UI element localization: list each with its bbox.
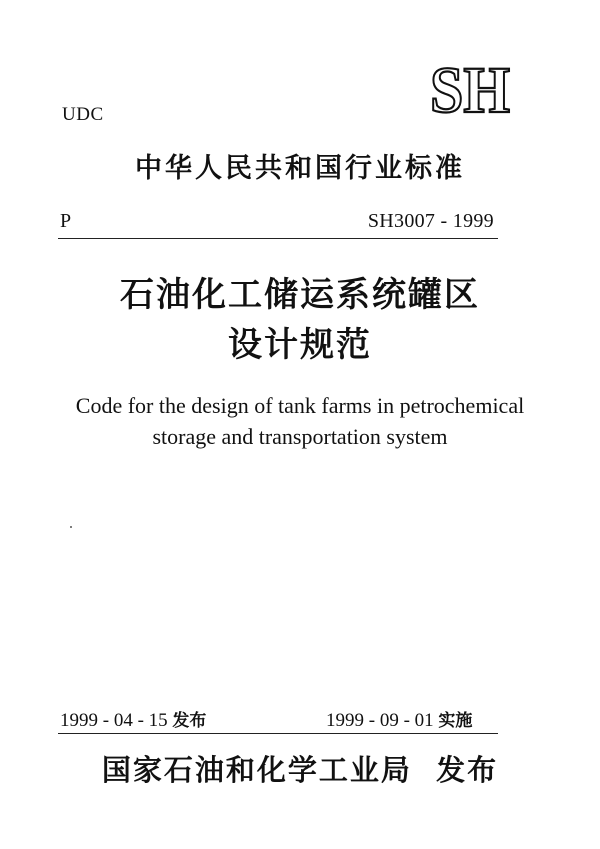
issue-date-block	[60, 706, 206, 732]
publisher: 国家石油和化学工业局 发布	[101, 753, 499, 787]
title-chinese-line2: 设计规范	[228, 325, 372, 365]
industry-standard-heading: 中华人民共和国行业标准	[135, 153, 465, 184]
header-divider	[58, 238, 498, 239]
implementation-date-block	[326, 706, 472, 732]
scan-speck	[70, 526, 72, 528]
udc-label: UDC	[62, 104, 104, 125]
footer-divider	[58, 733, 498, 734]
sh-logo	[428, 58, 512, 120]
implementation-date: 1999 - 09 - 01	[326, 710, 434, 731]
classification-code: P	[60, 210, 72, 232]
title-english-line1: Code for the design of tank farms in petrochemical	[75, 393, 525, 418]
implementation-label: 实施	[438, 711, 473, 731]
title-chinese-line1: 石油化工储运系统罐区	[120, 275, 480, 315]
sh-logo-text: SH	[430, 58, 510, 120]
issue-label: 发布	[172, 711, 207, 731]
title-english-line2: storage and transportation system	[152, 424, 448, 449]
standard-number: SH3007 - 1999	[367, 210, 494, 232]
issue-date: 1999 - 04 - 15	[60, 710, 168, 731]
